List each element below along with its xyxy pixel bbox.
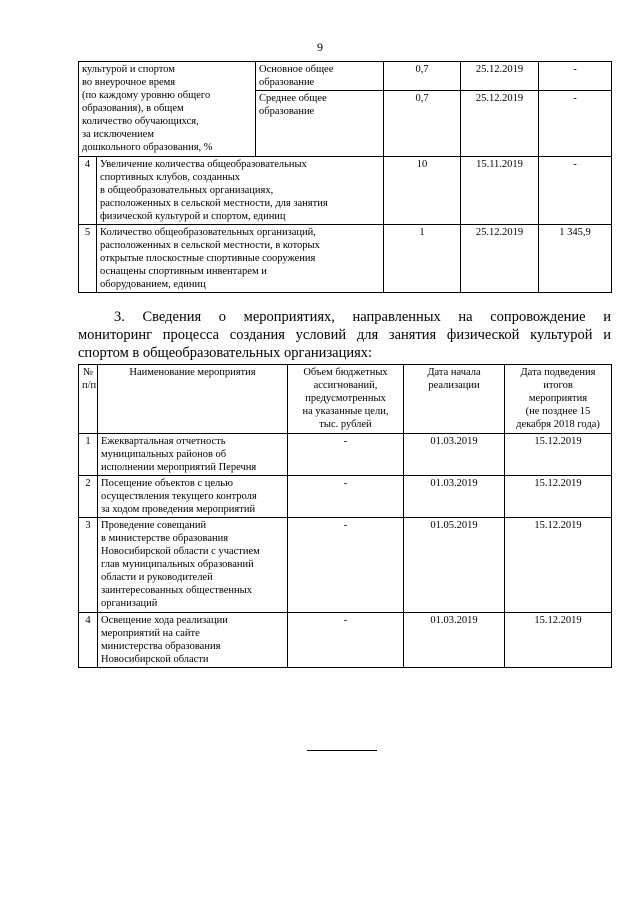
indicator-line: количество обучающихся, [82, 116, 199, 127]
activities-table [78, 364, 612, 668]
value-cell: 10 [384, 157, 461, 225]
activity-line: Проведение совещаний [101, 520, 207, 531]
indicator-line: спортивных клубов, созданных [100, 172, 241, 183]
section-heading-line: спортом в общеобразовательных организациях: [78, 345, 373, 361]
row-number-cell: 5 [79, 225, 97, 293]
header-budget [288, 365, 404, 434]
row-number-cell: 4 [79, 157, 97, 225]
activity-line: исполнении мероприятий Перечня [101, 462, 257, 473]
indicator-line: оснащены спортивным инвентарем и [100, 266, 267, 277]
indicator-line: Увеличение количества общеобразовательных [100, 159, 307, 170]
header-line: Наименование мероприятия [129, 367, 256, 378]
funding-cell: - [539, 157, 612, 225]
section-heading [78, 308, 611, 362]
activity-line: организаций [101, 598, 158, 609]
indicator-cell [97, 225, 384, 293]
activity-line: области и руководителей [101, 572, 213, 583]
table-row [79, 62, 612, 91]
level-line: образование [259, 106, 315, 118]
indicator-line: образования), в общем [82, 103, 184, 114]
indicator-line: физической культурой и спортом, единиц [100, 211, 286, 222]
indicator-cell [79, 62, 256, 157]
budget-cell: - [288, 613, 404, 668]
header-line: № [82, 367, 94, 378]
activity-line: Новосибирской области [101, 654, 209, 665]
summary-date-cell: 15.12.2019 [505, 476, 612, 518]
table-row [79, 613, 612, 668]
activity-name-cell [98, 518, 288, 613]
level-line: Основное общее [259, 64, 334, 75]
header-line: Дата начала [427, 367, 481, 378]
header-line: Дата подведения [520, 367, 596, 378]
header-line: тыс. рублей [319, 419, 372, 430]
indicator-line: во внеурочное время [82, 77, 176, 88]
date-cell: 25.12.2019 [461, 91, 539, 157]
start-date-cell: 01.03.2019 [404, 434, 505, 476]
header-line: итогов [543, 380, 573, 391]
header-line: предусмотренных [305, 393, 386, 404]
header-line: декабря 2018 года) [516, 419, 600, 430]
table-header-row [79, 365, 612, 434]
header-line: Объем бюджетных [303, 367, 388, 378]
start-date-cell: 01.05.2019 [404, 518, 505, 613]
date-cell: 25.12.2019 [461, 225, 539, 293]
summary-date-cell: 15.12.2019 [505, 434, 612, 476]
row-number-cell: 3 [79, 518, 98, 613]
indicator-line: за исключением [82, 129, 154, 140]
table-row [79, 225, 612, 293]
activity-line: Посещение объектов с целью [101, 478, 233, 489]
header-start [404, 365, 505, 434]
activity-line: муниципальных районов об [101, 449, 227, 460]
start-date-cell: 01.03.2019 [404, 476, 505, 518]
indicator-line: дошкольного образования, % [82, 142, 213, 153]
activity-line: в министерстве образования [101, 533, 229, 544]
level-line: образование [259, 77, 315, 88]
activity-line: заинтересованных общественных [101, 585, 252, 596]
page-number: 9 [317, 40, 323, 54]
row-number-cell: 2 [79, 476, 98, 518]
indicator-line: расположенных в сельской местности, для занятия [100, 198, 328, 209]
table-row [79, 476, 612, 518]
budget-cell: - [288, 434, 404, 476]
activity-line: министерства образования [101, 641, 221, 652]
summary-date-cell: 15.12.2019 [505, 613, 612, 668]
activity-line: за ходом проведения мероприятий [101, 504, 256, 515]
activity-line: осуществления текущего контроля [101, 491, 257, 502]
funding-cell: - [539, 91, 612, 157]
funding-cell: - [539, 62, 612, 91]
indicator-line: открытые плоскостные спортивные сооружения [100, 253, 316, 264]
table-row [79, 434, 612, 476]
section-heading-line: мониторинг процесса создания условий для занятия физической культурой и [78, 327, 611, 343]
indicator-line: оборудованием, единиц [100, 279, 206, 290]
activity-line: Освещение хода реализации [101, 615, 228, 626]
indicator-line: расположенных в сельской местности, в которых [100, 240, 320, 251]
header-line: мероприятия [528, 393, 588, 404]
indicators-table [78, 61, 612, 157]
row-number-cell: 1 [79, 434, 98, 476]
header-name [98, 365, 288, 434]
activity-line: мероприятий на сайте [101, 628, 200, 639]
value-cell: 1 [384, 225, 461, 293]
education-level-cell [256, 62, 384, 91]
budget-cell: - [288, 518, 404, 613]
indicators-table-continued [78, 156, 612, 293]
indicator-line: Количество общеобразовательных организаций, [100, 227, 316, 238]
header-line: ассигнований, [313, 380, 378, 391]
start-date-cell: 01.03.2019 [404, 613, 505, 668]
indicator-cell [97, 157, 384, 225]
header-line: на указанные цели, [302, 406, 389, 417]
table-row [79, 157, 612, 225]
value-cell: 0,7 [384, 62, 461, 91]
footer-divider [307, 750, 377, 751]
section-heading-line: 3. Сведения о мероприятиях, направленных на сопровождение и [114, 309, 611, 325]
education-level-cell [256, 91, 384, 157]
level-line: Среднее общее [259, 93, 327, 105]
summary-date-cell: 15.12.2019 [505, 518, 612, 613]
activity-line: глав муниципальных образований [101, 559, 254, 570]
date-cell: 15.11.2019 [461, 157, 539, 225]
indicator-line: культурой и спортом [82, 64, 175, 75]
header-summary [505, 365, 612, 434]
header-line: п/п [82, 380, 97, 391]
activity-line: Новосибирской области с участием [101, 546, 260, 557]
value-cell: 0,7 [384, 91, 461, 157]
budget-cell: - [288, 476, 404, 518]
activity-name-cell [98, 476, 288, 518]
header-line: (не позднее 15 [525, 406, 591, 417]
activity-name-cell [98, 434, 288, 476]
header-num [79, 365, 98, 434]
date-cell: 25.12.2019 [461, 62, 539, 91]
indicator-line: (по каждому уровню общего [82, 90, 211, 101]
activity-name-cell [98, 613, 288, 668]
header-line: реализации [428, 380, 480, 391]
funding-cell: 1 345,9 [539, 225, 612, 293]
indicator-line: в общеобразовательных организациях, [100, 185, 274, 196]
row-number-cell: 4 [79, 613, 98, 668]
activity-line: Ежеквартальная отчетность [101, 436, 226, 447]
table-row [79, 518, 612, 613]
